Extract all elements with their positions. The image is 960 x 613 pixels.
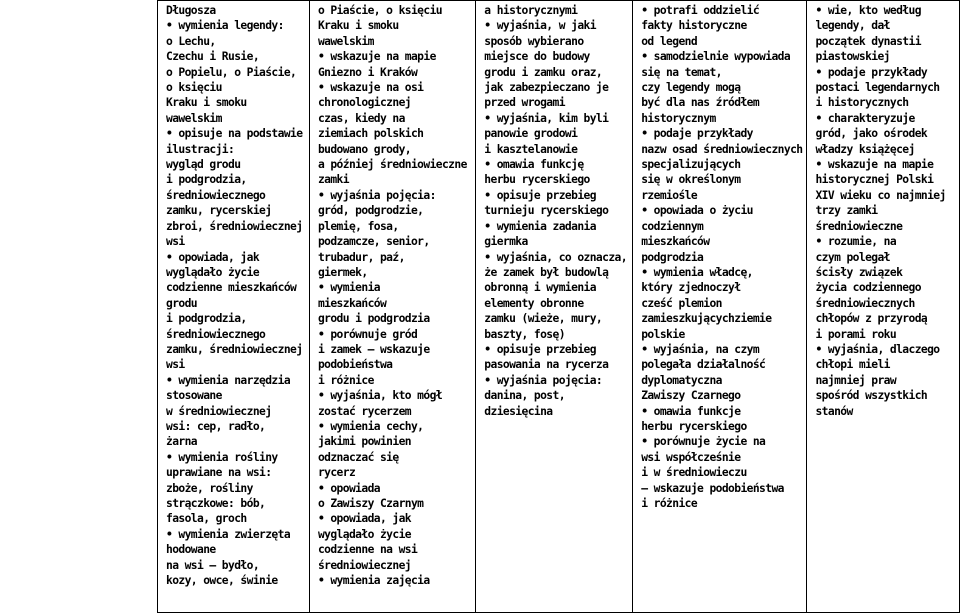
cell-text-line: czas, kiedy na [317, 111, 405, 125]
cell-text-line: i w średniowieczu [641, 466, 747, 480]
cell-text-line: grodu i podgrodzia [317, 312, 430, 326]
cell-text-line: wawelskim [317, 34, 374, 48]
cell-text-line: • wymienia zwierzęta [166, 527, 291, 541]
cell-text-line: i różnice [641, 497, 698, 510]
cell-text-line: grodu [166, 296, 198, 310]
cell-text-line: • wskazuje na osi [317, 81, 424, 95]
cell-text-line: codzienne na wsi [317, 543, 418, 557]
cell-text-line: uprawiane na wsi: [166, 466, 272, 480]
cell-text-line: • opowiada o życiu [641, 204, 753, 218]
cell-text-line: • wymienia narzędzia [166, 373, 291, 387]
cell-text-line: i zamek – wskazuje [317, 342, 430, 356]
cell-text-line: wsi [166, 235, 185, 249]
table-row [158, 1, 960, 613]
cell-text-line: • wyjaśnia, co oznacza, [484, 250, 627, 264]
cell-text-line: żarna [166, 435, 198, 449]
cell-text-line: wyglądało życie [166, 265, 260, 279]
cell-text-line: • opowiada, jak [166, 250, 260, 264]
cell-text-line: w średniowiecznej [166, 404, 272, 418]
cell-text-line: • samodzielnie wypowiada [641, 50, 791, 64]
cell-text-line: Kraku i smoku [166, 96, 247, 110]
cell-text-line: stanów [815, 404, 853, 418]
cell-text-line: wsi: cep, radło, [166, 419, 266, 433]
cell-text-line: wsi współcześnie [641, 450, 741, 464]
cell-text-line: • rozumie, na [815, 235, 897, 249]
cell-text-line: • wyjaśnia, kim byli [484, 111, 609, 125]
cell-text-line: trubadur, paź, [317, 250, 405, 264]
cell-text-line: Kraku i smoku [317, 19, 399, 33]
cell-text-line: codziennym [641, 219, 704, 233]
cell-text-line: początek dynastii [815, 34, 921, 48]
cell-text-line: grodu i zamku oraz, [484, 65, 603, 79]
cell-text-line: fakty historyczne [641, 19, 747, 33]
cell-text-line: dyplomatyczna [641, 373, 722, 387]
cell-text-line: legendy, dał [815, 19, 890, 33]
cell-text-line: XIV wieku co najmniej [815, 188, 946, 202]
cell-text-line: średniowieczne [815, 219, 903, 233]
cell-text-line: o Popielu, o Piaście, [166, 65, 297, 79]
cell-text-line: mieszkańców [317, 296, 387, 310]
cell-text-line: – wskazuje podobieństwa [641, 481, 784, 495]
cell-text-line: polskie [641, 327, 685, 341]
cell-text-line: piastowskiej [815, 50, 890, 64]
table-cell-col-4 [633, 1, 807, 613]
cell-text-line: • opisuje przebieg [484, 342, 596, 356]
cell-text-line: polegała działalność [641, 358, 766, 372]
cell-text-line: budowano grody, [317, 142, 411, 156]
cell-text-line: zamku, średniowiecznej [166, 342, 303, 356]
cell-text-line: i podgrodzia, [166, 312, 247, 326]
cell-text-line: przed wrogami [484, 96, 565, 110]
cell-text-line: i kasztelanowie [484, 142, 578, 156]
cell-text-line: • potrafi oddzielić [641, 4, 760, 17]
cell-text-line: kozy, owce, świnie [166, 574, 278, 588]
cell-text-line: • wyjaśnia, na czym [641, 342, 760, 356]
cell-text-line: być dla nas źródłem [641, 96, 760, 110]
cell-text-line: średniowiecznych [815, 296, 915, 310]
cell-text-line: się na temat, [641, 65, 722, 79]
cell-text-line: • omawia funkcję [484, 158, 584, 172]
cell-text-line: czym polegał [815, 250, 890, 264]
cell-text-line: chłopi mieli [815, 358, 890, 372]
cell-text-line: giermek, [317, 265, 368, 279]
cell-text-line: zboże, rośliny [166, 481, 253, 495]
cell-text-line: ścisły związek [815, 265, 903, 279]
cell-text-line: • wskazuje na mapie [317, 50, 436, 64]
cell-text-line: o Zawiszy Czarnym [317, 497, 424, 510]
cell-text-line: panowie grodowi [484, 127, 578, 141]
cell-text-line: • wymienia rośliny [166, 450, 278, 464]
table-cell-col-5 [807, 1, 960, 613]
cell-text-line: jak zabezpieczano je [484, 81, 609, 95]
cell-text-line: o księciu [166, 81, 222, 95]
cell-text-line: wawelskim [166, 111, 222, 125]
cell-text-line: historycznym [641, 111, 716, 125]
cell-text-line: • opisuje na podstawie [166, 127, 303, 141]
cell-text-line: turnieju rycerskiego [484, 204, 609, 218]
cell-text-line: obronną i wymienia [484, 281, 596, 295]
cell-text-line: wsi [166, 358, 185, 372]
cell-text-line: • podaje przykłady [641, 127, 753, 141]
cell-text-line: danina, post, [484, 389, 565, 403]
cell-text-line: herbu rycerskiego [641, 419, 747, 433]
cell-text-line: zostać rycerzem [317, 404, 411, 418]
cell-text-line: trzy zamki [815, 204, 878, 218]
cell-text-line: zamieszkującychziemie [641, 312, 772, 326]
cell-text-line: wygląd grodu [166, 158, 241, 172]
cell-text-line: elementy obronne [484, 296, 584, 310]
cell-text-line: średniowiecznego [166, 188, 266, 202]
cell-text-line: • opowiada [317, 481, 380, 495]
cell-text-line: chłopów z przyrodą [815, 312, 928, 326]
cell-text-line: średniowiecznego [166, 327, 266, 341]
cell-text-line: a później średniowieczne [317, 158, 467, 172]
table-cell-col-1 [158, 1, 310, 613]
cell-text-line: • porównuje życie na [641, 435, 766, 449]
cell-text-line: • wymienia [317, 281, 380, 295]
cell-text-line: pasowania na rycerza [484, 358, 609, 372]
cell-text-line: cześć plemion [641, 296, 722, 310]
cell-text-line: • wyjaśnia, kto mógł [317, 389, 442, 403]
cell-text-line: władzy książęcej [815, 142, 915, 156]
cell-text-line: • wyjaśnia, w jaki [484, 19, 596, 33]
table-cell-col-3 [476, 1, 633, 613]
cell-text-line: jakimi powinien [317, 435, 411, 449]
cell-text-line: • podaje przykłady [815, 65, 928, 79]
cell-text-line: ziemiach polskich [317, 127, 424, 141]
cell-text-line: od legend [641, 34, 698, 48]
cell-text-line: życia codziennego [815, 281, 921, 295]
cell-text-line: spośród wszystkich [815, 389, 928, 403]
cell-text-line: mieszkańców [641, 235, 710, 249]
cell-text-line: zbroi, średniowiecznej [166, 219, 303, 233]
cell-text-line: rycerz [317, 466, 356, 480]
cell-text-line: nazw osad średniowiecznych [641, 142, 803, 156]
cell-text-line: baszty, fosę) [484, 327, 565, 341]
cell-text-line: Czechu i Rusie, [166, 50, 260, 64]
cell-text-line: się w określonym [641, 173, 741, 187]
cell-text-line: i podgrodzia, [166, 173, 247, 187]
cell-text-line: Długosza [166, 4, 216, 17]
cell-text-line: • charakteryzuje [815, 111, 915, 125]
table-cell-col-2 [309, 1, 475, 613]
cell-text-line: strączkowe: bób, [166, 497, 266, 510]
cell-text-line: podzamcze, senior, [317, 235, 430, 249]
cell-text-line: herbu rycerskiego [484, 173, 590, 187]
cell-text-line: wyglądało życie [317, 527, 411, 541]
cell-text-line: • wie, kto według [815, 4, 921, 17]
cell-text-line: który zjednoczył [641, 281, 741, 295]
cell-text-line: historycznej Polski [815, 173, 934, 187]
cell-text-line: • wskazuje na mapie [815, 158, 934, 172]
cell-text-line: ilustracji: [166, 142, 235, 156]
cell-text-line: • wyjaśnia pojęcia: [484, 373, 603, 387]
cell-text-line: • wyjaśnia, dlaczego [815, 342, 940, 356]
cell-text-line: Gniezno i Kraków [317, 65, 418, 79]
cell-text-line: na wsi – bydło, [166, 558, 260, 572]
cell-text-line: o Lechu, [166, 34, 216, 48]
cell-text-line: • wymienia zajęcia [317, 574, 430, 588]
cell-text-line: gród, podgrodzie, [317, 204, 424, 218]
cell-text-line: postaci legendarnych [815, 81, 940, 95]
cell-text-line: • opisuje przebieg [484, 188, 596, 202]
cell-text-line: stosowane [166, 389, 222, 403]
cell-text-line: a historycznymi [484, 4, 578, 17]
cell-text-line: najmniej praw [815, 373, 897, 387]
cell-text-line: miejsce do budowy [484, 50, 590, 64]
cell-text-line: zamki [317, 173, 349, 187]
cell-text-line: czy legendy mogą [641, 81, 741, 95]
cell-text-line: • wyjaśnia pojęcia: [317, 188, 436, 202]
cell-text-line: dziesięcina [484, 404, 553, 418]
cell-text-line: podobieństwa [317, 358, 393, 372]
cell-text-line: o Piaście, o księciu [317, 4, 442, 17]
cell-text-line: i porami roku [815, 327, 897, 341]
cell-text-line: • porównuje gród [317, 327, 418, 341]
cell-text-line: że zamek był budowlą [484, 265, 609, 279]
cell-text-line: i historycznych [815, 96, 909, 110]
cell-text-line: • wymienia legendy: [166, 19, 284, 33]
cell-text-line: podgrodzia [641, 250, 704, 264]
cell-text-line: codzienne mieszkańców [166, 281, 297, 295]
cell-text-line: hodowane [166, 543, 216, 557]
cell-text-line: • wymienia cechy, [317, 419, 424, 433]
cell-text-line: fasola, groch [166, 512, 247, 526]
cell-text-line: specjalizujących [641, 158, 741, 172]
cell-text-line: • wymienia zadania [484, 219, 596, 233]
cell-text-line: giermka [484, 235, 528, 249]
cell-text-line: zamku (wieże, mury, [484, 312, 603, 326]
cell-text-line: i różnice [317, 373, 374, 387]
cell-text-line: gród, jako ośrodek [815, 127, 928, 141]
curriculum-table [157, 0, 960, 613]
cell-text-line: • wymienia władcę, [641, 265, 753, 279]
cell-text-line: zamku, rycerskiej [166, 204, 272, 218]
cell-text-line: chronologicznej [317, 96, 411, 110]
cell-text-line: odznaczać się [317, 450, 399, 464]
cell-text-line: średniowiecznej [317, 558, 411, 572]
cell-text-line: Zawiszy Czarnego [641, 389, 741, 403]
cell-text-line: rzemiośle [641, 188, 698, 202]
cell-text-line: • opowiada, jak [317, 512, 411, 526]
cell-text-line: plemię, fosa, [317, 219, 399, 233]
cell-text-line: sposób wybierano [484, 34, 584, 48]
cell-text-line: • omawia funkcje [641, 404, 741, 418]
